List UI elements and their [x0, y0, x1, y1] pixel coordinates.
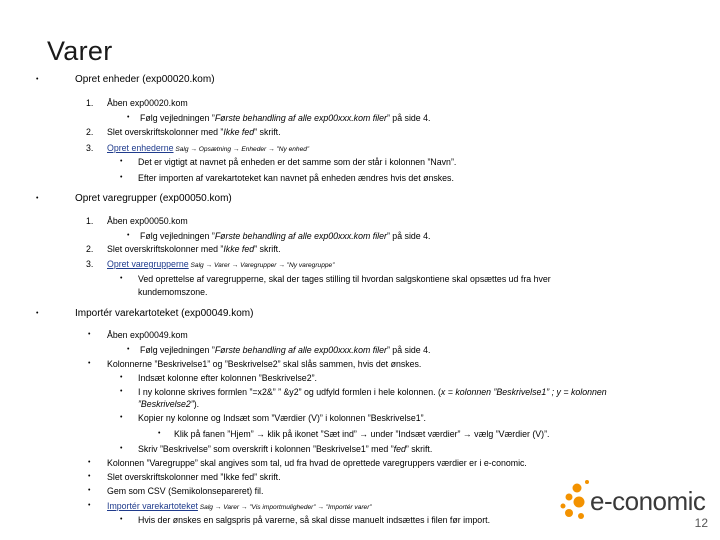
- bullet: •: [88, 459, 91, 466]
- sub-item: Hvis der ønskes en salgspris på varerne, så skal disse manuelt indsættes i filen før import.: [138, 515, 491, 525]
- step-text: Kolonnen ”Varegruppe” skal angives som tal, ud fra hvad de oprettede varegruppers værdier er i e-conomic.: [107, 458, 527, 468]
- sub-item: Følg vejledningen ”Første behandling af alle exp00xxx.kom filer” på side 4.: [140, 345, 431, 355]
- bullet: •: [127, 114, 130, 121]
- sub-item: Ved oprettelse af varegrupperne, skal der tages stilling til hvordan salgskontiene skal opsættes ud fra hver: [138, 274, 551, 284]
- bullet: •: [36, 195, 39, 202]
- sub-item: Indsæt kolonne efter kolonnen ”Beskrivelse2”.: [138, 373, 317, 383]
- bullet: •: [120, 445, 123, 452]
- bullet: •: [120, 158, 123, 165]
- bullet: •: [120, 174, 123, 181]
- link-importer-varekartoteket[interactable]: Importér varekartoteket: [107, 501, 198, 511]
- step-text: Opret enhederne Salg → Opsætning → Enheder → ”Ny enhed”: [107, 143, 310, 153]
- sub-item-continued: kundemomszone.: [138, 287, 208, 297]
- bullet: •: [120, 414, 123, 421]
- bullet: •: [127, 232, 130, 239]
- bullet: •: [120, 388, 123, 395]
- step-number: 2.: [86, 244, 94, 254]
- step-number: 3.: [86, 259, 94, 269]
- bullet: •: [36, 310, 39, 317]
- sub-item: Efter importen af varekartoteket kan navnet på enheden ændres hvis det ønskes.: [138, 173, 454, 183]
- step-number: 3.: [86, 143, 94, 153]
- sub-item: I ny kolonne skrives formlen ”=x2&” ” &y2” og udfyld formlen i hele kolonnen. (x = kolonnen ”Beskrivelse1” ; y = kolonnen: [138, 387, 607, 397]
- sub-item: Det er vigtigt at navnet på enheden er det samme som der står i kolonnen ”Navn”.: [138, 157, 457, 167]
- page-number: 12: [694, 516, 708, 530]
- step-number: 1.: [86, 98, 94, 108]
- sub-item: Skriv ”Beskrivelse” som overskrift i kolonnen ”Beskrivelse1” med ”fed” skrift.: [138, 444, 433, 454]
- step-text: Åben exp00049.kom: [107, 330, 188, 340]
- step-text: Slet overskriftskolonner med ”Ikke fed” skrift.: [107, 127, 281, 137]
- step-text: Opret varegrupperne Salg → Varer → Varegrupper → ”Ny varegruppe”: [107, 259, 335, 269]
- step-text: Åben exp00020.kom: [107, 98, 188, 108]
- bullet: •: [88, 331, 91, 338]
- bullet: •: [36, 76, 39, 83]
- section-heading: Importér varekartoteket (exp00049.kom): [75, 308, 254, 319]
- bullet: •: [120, 374, 123, 381]
- step-text: Importér varekartoteket Salg → Varer → ”Vis importmuligheder” → ”Importér varer”: [107, 501, 372, 511]
- link-opret-varegrupperne[interactable]: Opret varegrupperne: [107, 259, 189, 269]
- step-text: Gem som CSV (Semikolonsepareret) fil.: [107, 486, 264, 496]
- bullet: •: [158, 430, 161, 437]
- step-text: Åben exp00050.kom: [107, 216, 188, 226]
- step-text: Slet overskriftskolonner med ”Ikke fed” skrift.: [107, 472, 281, 482]
- bullet: •: [120, 516, 123, 523]
- bullet: •: [88, 487, 91, 494]
- logo-text: e-conomic: [590, 486, 706, 516]
- step-text: Slet overskriftskolonner med ”Ikke fed” skrift.: [107, 244, 281, 254]
- link-opret-enhederne[interactable]: Opret enhederne: [107, 143, 174, 153]
- step-number: 1.: [86, 216, 94, 226]
- sub-item-continued: ”Beskrivelse2”).: [138, 399, 200, 409]
- bullet: •: [88, 360, 91, 367]
- bullet: •: [120, 275, 123, 282]
- step-number: 2.: [86, 127, 94, 137]
- bullet: •: [88, 473, 91, 480]
- sub-item: Følg vejledningen ”Første behandling af alle exp00xxx.kom filer” på side 4.: [140, 113, 431, 123]
- bullet: •: [127, 346, 130, 353]
- step-text: Kolonnerne ”Beskrivelse1” og ”Beskrivelse2” skal slås sammen, hvis det ønskes.: [107, 359, 422, 369]
- sub-item: Følg vejledningen ”Første behandling af alle exp00xxx.kom filer” på side 4.: [140, 231, 431, 241]
- section-heading: Opret enheder (exp00020.kom): [75, 74, 215, 85]
- sub-sub-item: Klik på fanen ”Hjem” → klik på ikonet ”Sæt ind” → under ”Indsæt værdier” → vælg ”Værdier (V)”.: [174, 429, 550, 439]
- section-heading: Opret varegrupper (exp00050.kom): [75, 193, 232, 204]
- sub-item: Kopier ny kolonne og Indsæt som ”Værdier (V)” i kolonnen ”Beskrivelse1”.: [138, 413, 426, 423]
- slide-title: Varer: [47, 36, 113, 66]
- bullet: •: [88, 502, 91, 509]
